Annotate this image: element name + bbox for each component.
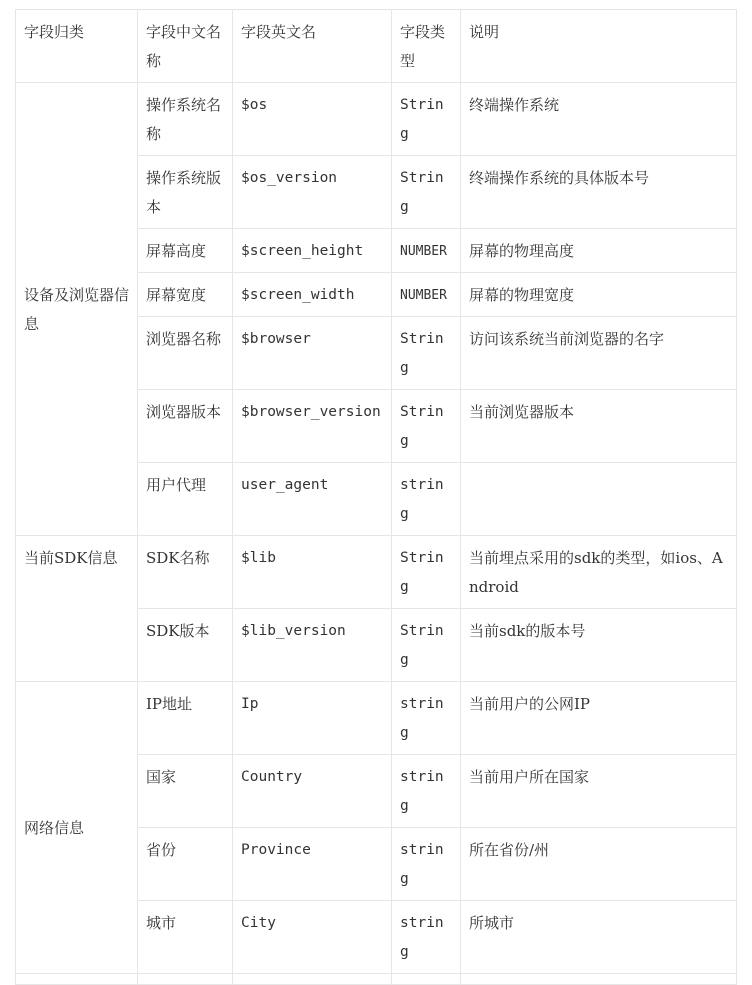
type-cell: NUMBER <box>392 229 461 273</box>
type-cell: string <box>392 828 461 901</box>
en-name-cell: City <box>233 901 392 974</box>
en-name-cell: Province <box>233 828 392 901</box>
category-network-cell: 网络信息 <box>16 682 138 974</box>
type-cell: string <box>392 463 461 536</box>
en-name-cell: $browser_version <box>233 390 392 463</box>
en-name-cell: $browser <box>233 317 392 390</box>
description-cell: 所在省份/州 <box>461 828 737 901</box>
cn-name-cell: 屏幕宽度 <box>138 273 233 317</box>
type-cell: String <box>392 609 461 682</box>
partial-cell <box>233 974 392 985</box>
cn-name-cell: 城市 <box>138 901 233 974</box>
table-row-partial <box>16 974 737 985</box>
type-cell: String <box>392 156 461 229</box>
field-definition-table <box>15 9 737 985</box>
description-cell: 终端操作系统的具体版本号 <box>461 156 737 229</box>
description-cell: 当前埋点采用的sdk的类型，如ios、Android <box>461 536 737 609</box>
cn-name-cell: 屏幕高度 <box>138 229 233 273</box>
table-row <box>16 83 737 156</box>
description-cell: 屏幕的物理高度 <box>461 229 737 273</box>
description-cell: 屏幕的物理宽度 <box>461 273 737 317</box>
type-cell: string <box>392 682 461 755</box>
cn-name-cell: 浏览器名称 <box>138 317 233 390</box>
cn-name-cell: 国家 <box>138 755 233 828</box>
en-name-cell: $screen_width <box>233 273 392 317</box>
description-cell: 当前用户所在国家 <box>461 755 737 828</box>
type-cell: String <box>392 83 461 156</box>
partial-cell <box>392 974 461 985</box>
type-cell: string <box>392 901 461 974</box>
description-cell <box>461 463 737 536</box>
description-cell: 终端操作系统 <box>461 83 737 156</box>
type-cell: String <box>392 390 461 463</box>
cn-name-cell: 操作系统名称 <box>138 83 233 156</box>
en-name-cell: $lib_version <box>233 609 392 682</box>
partial-cell <box>461 974 737 985</box>
en-name-cell: Ip <box>233 682 392 755</box>
partial-cell <box>16 974 138 985</box>
en-name-cell: $lib <box>233 536 392 609</box>
table-header-row <box>16 10 737 83</box>
type-cell: String <box>392 536 461 609</box>
description-cell: 当前浏览器版本 <box>461 390 737 463</box>
type-cell: string <box>392 755 461 828</box>
description-cell: 当前用户的公网IP <box>461 682 737 755</box>
table-row <box>16 536 737 609</box>
cn-name-cell: 浏览器版本 <box>138 390 233 463</box>
cn-name-cell: 省份 <box>138 828 233 901</box>
type-cell: String <box>392 317 461 390</box>
header-description: 说明 <box>461 10 737 83</box>
en-name-cell: $os <box>233 83 392 156</box>
en-name-cell: Country <box>233 755 392 828</box>
header-type: 字段类型 <box>392 10 461 83</box>
category-sdk-cell: 当前SDK信息 <box>16 536 138 682</box>
type-cell: NUMBER <box>392 273 461 317</box>
description-cell: 当前sdk的版本号 <box>461 609 737 682</box>
header-en-name: 字段英文名 <box>233 10 392 83</box>
description-cell: 访问该系统当前浏览器的名字 <box>461 317 737 390</box>
cn-name-cell: SDK名称 <box>138 536 233 609</box>
cn-name-cell: 用户代理 <box>138 463 233 536</box>
category-device-cell: 设备及浏览器信息 <box>16 83 138 536</box>
partial-cell <box>138 974 233 985</box>
cn-name-cell: IP地址 <box>138 682 233 755</box>
description-cell: 所城市 <box>461 901 737 974</box>
header-cn-name: 字段中文名称 <box>138 10 233 83</box>
table-row <box>16 682 737 755</box>
en-name-cell: $screen_height <box>233 229 392 273</box>
en-name-cell: user_agent <box>233 463 392 536</box>
en-name-cell: $os_version <box>233 156 392 229</box>
header-category: 字段归类 <box>16 10 138 83</box>
cn-name-cell: 操作系统版本 <box>138 156 233 229</box>
cn-name-cell: SDK版本 <box>138 609 233 682</box>
